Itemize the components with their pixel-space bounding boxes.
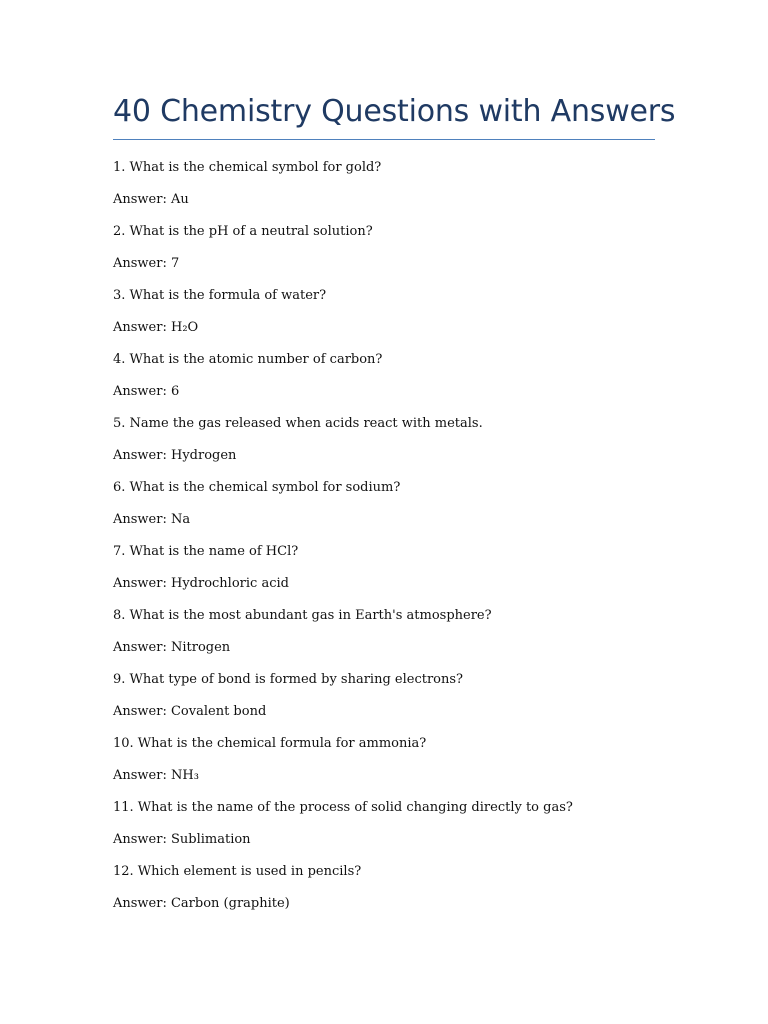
title-underline (113, 139, 655, 140)
answer-5: Answer: Hydrogen (113, 448, 237, 463)
answer-11: Answer: Sublimation (113, 832, 251, 847)
question-8: 8. What is the most abundant gas in Earth's atmosphere? (113, 608, 492, 623)
question-6: 6. What is the chemical symbol for sodium? (113, 480, 401, 495)
question-10: 10. What is the chemical formula for ammonia? (113, 736, 427, 751)
answer-2: Answer: 7 (113, 256, 180, 271)
qa-list (113, 159, 673, 927)
answer-3: Answer: H₂O (113, 320, 199, 335)
question-11: 11. What is the name of the process of solid changing directly to gas? (113, 800, 573, 815)
answer-12: Answer: Carbon (graphite) (113, 896, 290, 911)
question-2: 2. What is the pH of a neutral solution? (113, 224, 373, 239)
question-9: 9. What type of bond is formed by sharing electrons? (113, 672, 464, 687)
question-7: 7. What is the name of HCl? (113, 544, 299, 559)
question-4: 4. What is the atomic number of carbon? (113, 352, 383, 367)
answer-6: Answer: Na (113, 512, 191, 527)
answer-7: Answer: Hydrochloric acid (113, 576, 289, 591)
answer-9: Answer: Covalent bond (113, 704, 267, 719)
answer-1: Answer: Au (113, 192, 189, 207)
question-1: 1. What is the chemical symbol for gold? (113, 160, 382, 175)
question-3: 3. What is the formula of water? (113, 288, 327, 303)
question-12: 12. Which element is used in pencils? (113, 864, 362, 879)
answer-10: Answer: NH₃ (113, 768, 199, 783)
answer-4: Answer: 6 (113, 384, 180, 399)
answer-8: Answer: Nitrogen (113, 640, 231, 655)
question-5: 5. Name the gas released when acids react with metals. (113, 416, 483, 431)
document-title: 40 Chemistry Questions with Answers (113, 94, 676, 129)
